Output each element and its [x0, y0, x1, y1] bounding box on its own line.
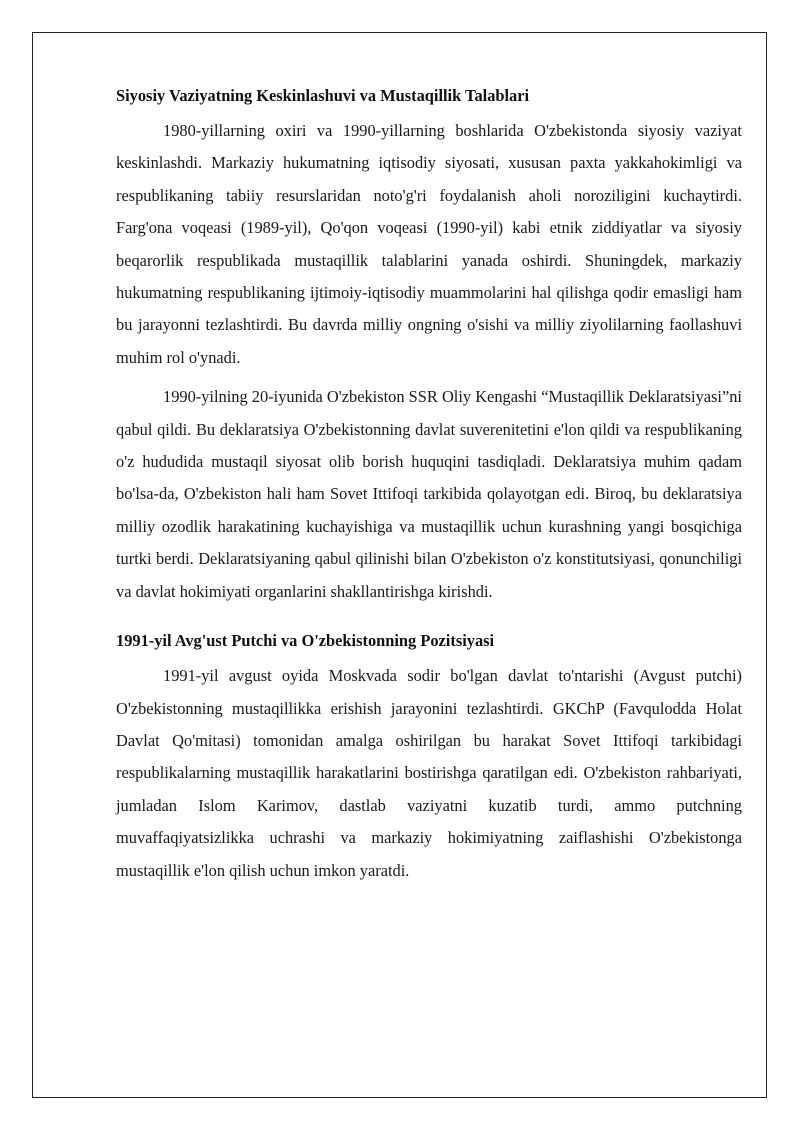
section-august-putsch	[116, 629, 742, 887]
section-heading: 1991-yil Avg'ust Putchi va O'zbekistonning Pozitsiyasi	[116, 631, 495, 651]
section-spacer	[116, 615, 742, 629]
paragraph: 1980-yillarning oxiri va 1990-yillarning boshlarida O'zbekistonda siyosiy vaziyat keskinlashdi. Markaziy hukumatning iqtisodiy siyosati, xususan paxta yakkahokimligi va respublikaning tabiiy resurslaridan noto'g'ri foydalanish aholi noroziligini kuchaytirdi. Farg'ona voqeasi (1989-yil), Qo'qon voqeasi (1990-yil) kabi etnik ziddiyatlar va siyosiy beqarorlik respublikada mustaqillik talablarini yanada oshirdi. Shuningdek, markaziy hukumatning respublikaning ijtimoiy-iqtisodiy muammolarini hal qilishga qodir emasligi ham bu jarayonni tezlashtirdi. Bu davrda milliy ongning o'sishi va milliy ziyolilarning faollashuvi muhim rol o'ynadi.	[116, 121, 742, 367]
paragraph: 1990-yilning 20-iyunida O'zbekiston SSR Oliy Kengashi “Mustaqillik Deklaratsiyasi”ni qabul qildi. Bu deklaratsiya O'zbekistonning davlat suverenitetini e'lon qildi va respublikaning o'z hududida mustaqil siyosat olib borish huquqini tasdiqladi. Deklaratsiya muhim qadam bo'lsa-da, O'zbekiston hali ham Sovet Ittifoqi tarkibida qolayotgan edi. Biroq, bu deklaratsiya milliy ozodlik harakatining kuchayishiga va mustaqillik uchun kurashning yangi bosqichiga turtki berdi. Deklaratsiyaning qabul qilinishi bilan O'zbekiston o'z konstitutsiyasi, qonunchiligi va davlat hokimiyati organlarini shakllantirishga kirishdi.	[116, 387, 742, 601]
section-heading: Siyosiy Vaziyatning Keskinlashuvi va Mustaqillik Talablari	[116, 86, 530, 105]
section-political-situation	[116, 84, 742, 608]
paragraph: 1991-yil avgust oyida Moskvada sodir bo'lgan davlat to'ntarishi (Avgust putchi) O'zbekistonning mustaqillikka erishish jarayonini tezlashtirdi. GKChP (Favqulodda Holat Davlat Qo'mitasi) tomonidan amalga oshirilgan bu harakat Sovet Ittifoqi tarkibidagi respublikalarning mustaqillik harakatlarini bostirishga qaratilgan edi. O'zbekiston rahbariyati, jumladan Islom Karimov, dastlab vaziyatni kuzatib turdi, ammo putchning muvaffaqiyatsizlikka uchrashi va markaziy hokimiyatning zaiflashishi O'zbekistonga mustaqillik e'lon qilish uchun imkon yaratdi.	[116, 666, 742, 880]
document-body	[116, 84, 742, 894]
